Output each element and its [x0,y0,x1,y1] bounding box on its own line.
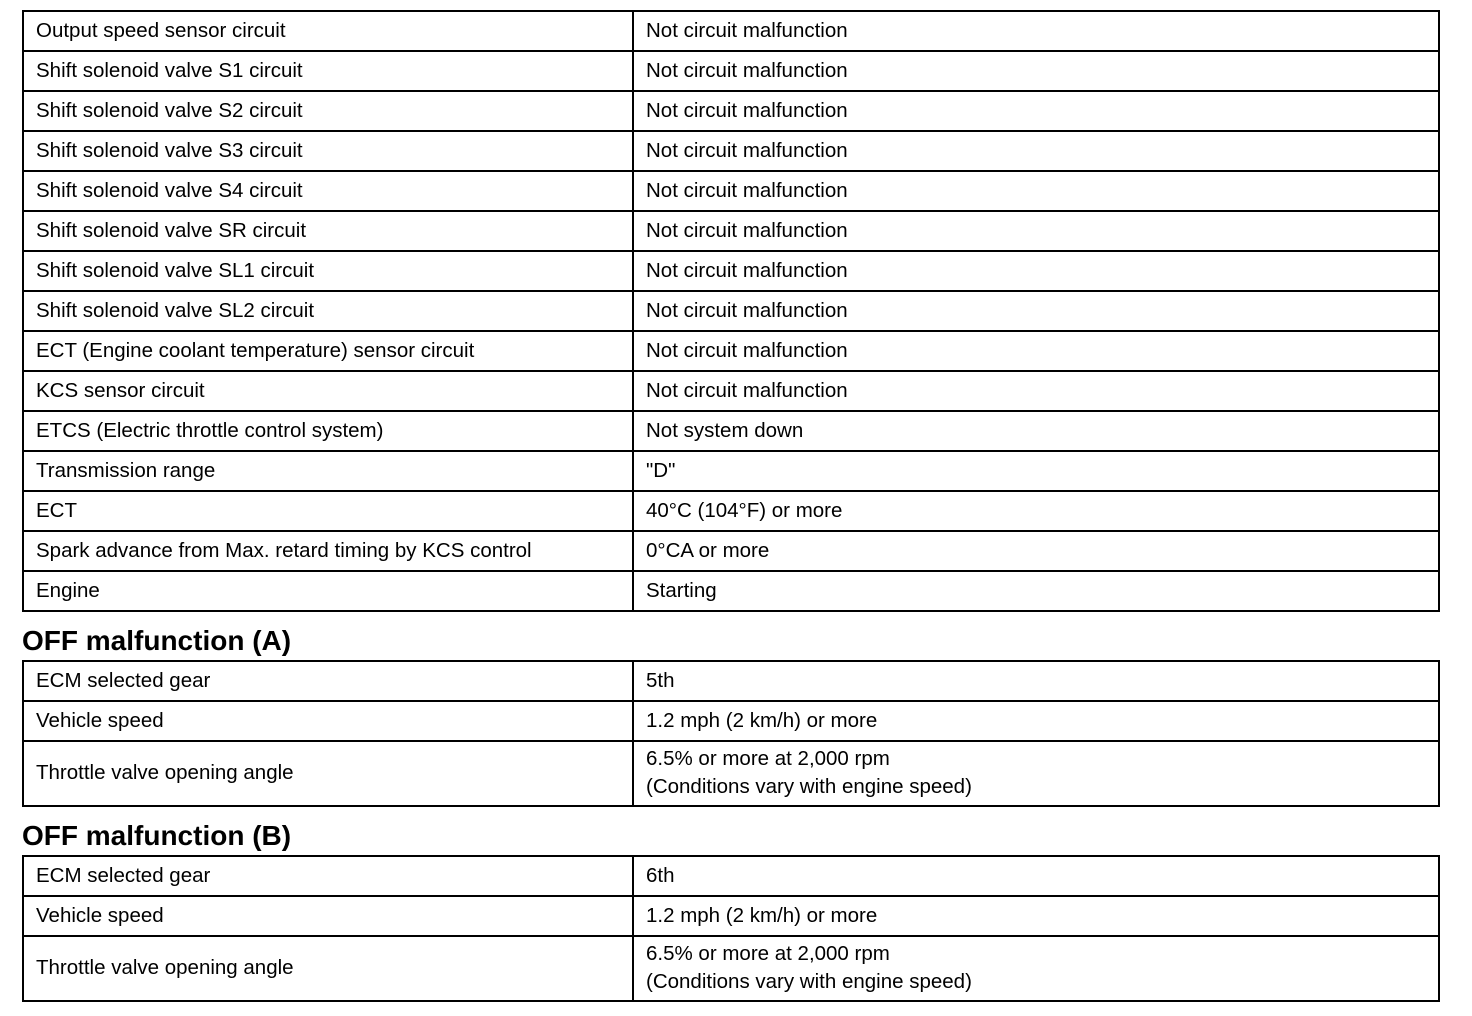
condition-value: Not circuit malfunction [633,91,1439,131]
section-b-heading: OFF malfunction (B) [22,820,292,851]
condition-item: Shift solenoid valve SL2 circuit [23,291,633,331]
table-row [23,741,1439,806]
condition-item: Shift solenoid valve S4 circuit [23,171,633,211]
condition-value: 1.2 mph (2 km/h) or more [633,896,1439,936]
table-row [23,896,1439,936]
table-row [23,11,1439,51]
condition-item: ECT (Engine coolant temperature) sensor circuit [23,331,633,371]
condition-item: Transmission range [23,451,633,491]
table-row [23,171,1439,211]
table-row [23,451,1439,491]
document-page [22,10,1440,1002]
table-row [23,411,1439,451]
table-row [23,571,1439,611]
condition-value: 40°C (104°F) or more [633,491,1439,531]
condition-item: ECM selected gear [23,661,633,701]
section-a-table [22,660,1440,807]
condition-item: Output speed sensor circuit [23,11,633,51]
condition-value-line: 6.5% or more at 2,000 rpm [646,747,890,770]
condition-value: Not circuit malfunction [633,291,1439,331]
table-row [23,131,1439,171]
condition-value: Starting [633,571,1439,611]
table-row [23,856,1439,896]
condition-value-note: (Conditions vary with engine speed) [646,970,972,993]
condition-item: ECT [23,491,633,531]
condition-item: Spark advance from Max. retard timing by KCS control [23,531,633,571]
condition-item: ETCS (Electric throttle control system) [23,411,633,451]
table-row [23,91,1439,131]
condition-item: Throttle valve opening angle [23,936,633,1001]
condition-value: Not system down [633,411,1439,451]
condition-value: 6th [633,856,1439,896]
condition-value [633,936,1439,1001]
condition-value [633,741,1439,806]
condition-item: Shift solenoid valve SL1 circuit [23,251,633,291]
condition-value: Not circuit malfunction [633,251,1439,291]
condition-value: Not circuit malfunction [633,371,1439,411]
condition-value: 5th [633,661,1439,701]
conditions-table [22,10,1440,612]
condition-value: Not circuit malfunction [633,171,1439,211]
condition-item: Throttle valve opening angle [23,741,633,806]
table-row [23,251,1439,291]
condition-item: Vehicle speed [23,896,633,936]
condition-value-note: (Conditions vary with engine speed) [646,775,972,798]
table-row [23,291,1439,331]
condition-value: 1.2 mph (2 km/h) or more [633,701,1439,741]
table-row [23,531,1439,571]
condition-item: Vehicle speed [23,701,633,741]
condition-value: Not circuit malfunction [633,331,1439,371]
table-row [23,331,1439,371]
condition-value: "D" [633,451,1439,491]
table-row [23,211,1439,251]
condition-item: ECM selected gear [23,856,633,896]
table-row [23,491,1439,531]
condition-item: Shift solenoid valve SR circuit [23,211,633,251]
condition-value: Not circuit malfunction [633,51,1439,91]
table-row [23,936,1439,1001]
condition-value: 0°CA or more [633,531,1439,571]
condition-item: Engine [23,571,633,611]
condition-value: Not circuit malfunction [633,211,1439,251]
table-row [23,701,1439,741]
condition-item: Shift solenoid valve S2 circuit [23,91,633,131]
condition-value-line: 6.5% or more at 2,000 rpm [646,942,890,965]
condition-value: Not circuit malfunction [633,131,1439,171]
condition-item: KCS sensor circuit [23,371,633,411]
table-row [23,51,1439,91]
condition-item: Shift solenoid valve S3 circuit [23,131,633,171]
condition-value: Not circuit malfunction [633,11,1439,51]
table-row [23,661,1439,701]
table-row [23,371,1439,411]
condition-item: Shift solenoid valve S1 circuit [23,51,633,91]
section-b-table [22,855,1440,1002]
section-a-heading: OFF malfunction (A) [22,625,292,656]
